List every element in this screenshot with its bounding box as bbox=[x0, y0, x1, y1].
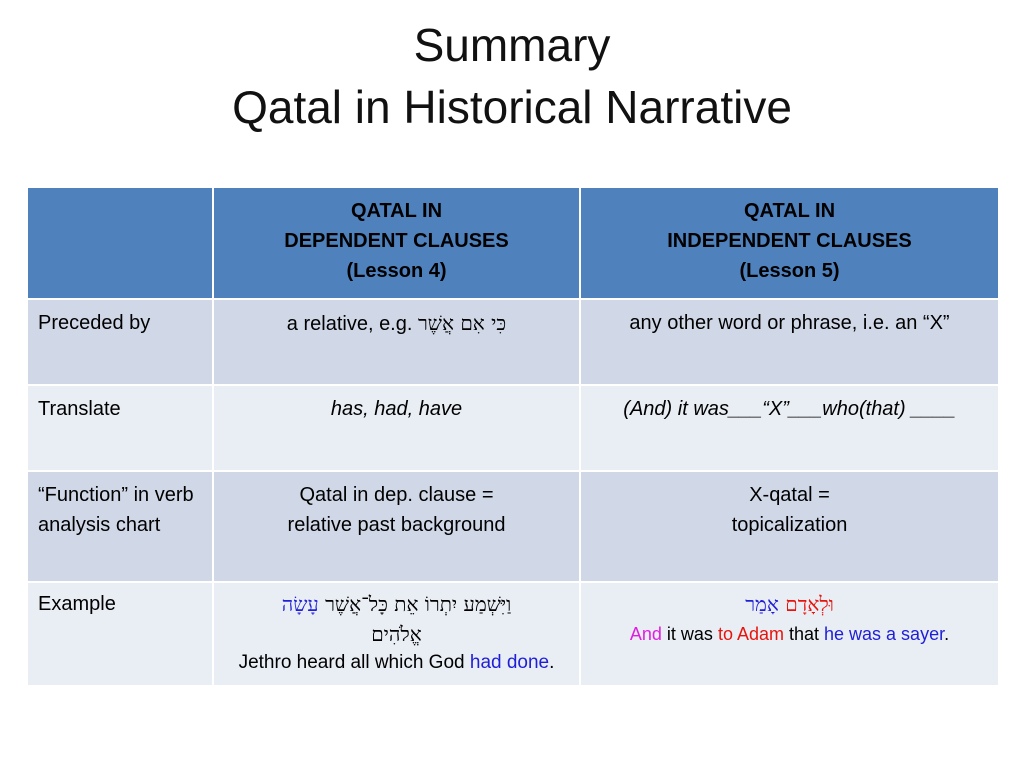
row-label-function: “Function” in verb analysis chart bbox=[27, 471, 213, 582]
example-dep-hebrew-line-2: אֱלֹהִים bbox=[371, 622, 422, 646]
example-dep-hebrew-black: וַיִּשְׁמַע יִתְרוֹ אֵת כָּל־אֲשֶׁר bbox=[325, 592, 512, 616]
example-dep-en-black: Jethro heard all which God bbox=[238, 652, 470, 673]
cell-example-dependent bbox=[213, 582, 580, 686]
example-indep-en-magenta: And bbox=[629, 624, 662, 644]
header-dependent-clauses bbox=[213, 187, 580, 299]
example-indep-english bbox=[591, 619, 988, 649]
cell-translate-dependent bbox=[213, 385, 580, 471]
example-dep-english bbox=[224, 649, 569, 677]
table-row-translate bbox=[27, 385, 999, 471]
header-indep-line-3: (Lesson 5) bbox=[739, 260, 840, 282]
header-dep-line-2: DEPENDENT CLAUSES bbox=[284, 230, 509, 252]
table-row-example bbox=[27, 582, 999, 686]
cell-translate-independent bbox=[580, 385, 999, 471]
function-indep-line-2: topicalization bbox=[731, 514, 848, 536]
header-dep-line-1: QATAL IN bbox=[350, 200, 443, 222]
cell-function-independent bbox=[580, 471, 999, 582]
cell-preceded-independent: any other word or phrase, i.e. an “X” bbox=[580, 299, 999, 385]
header-dep-line-3: (Lesson 4) bbox=[346, 260, 447, 282]
table-row-function bbox=[27, 471, 999, 582]
cell-function-dependent bbox=[213, 471, 580, 582]
row-label-example: Example bbox=[27, 582, 213, 686]
header-indep-line-2: INDEPENDENT CLAUSES bbox=[667, 230, 912, 252]
header-independent-clauses bbox=[580, 187, 999, 299]
example-indep-hebrew bbox=[591, 589, 988, 619]
cell-preceded-dependent bbox=[213, 299, 580, 385]
header-indep-line-1: QATAL IN bbox=[743, 200, 836, 222]
header-row bbox=[27, 187, 999, 299]
translate-dep-text: has, had, have bbox=[330, 398, 463, 420]
example-indep-en-black-2: that bbox=[783, 624, 825, 644]
example-dep-en-blue: had done bbox=[469, 652, 550, 673]
row-label-preceded-by: Preceded by bbox=[27, 299, 213, 385]
example-indep-hebrew-red: וּלְאָדָם bbox=[785, 592, 834, 616]
example-indep-hebrew-blue: אָמַר bbox=[745, 592, 779, 616]
translate-indep-text: (And) it was___“X”___who(that) ____ bbox=[623, 398, 956, 420]
preceded-dep-hebrew: כִּי אִם אֲשֶׁר bbox=[417, 311, 507, 335]
function-dep-line-2: relative past background bbox=[287, 514, 506, 536]
example-dep-en-end: . bbox=[549, 652, 555, 673]
example-indep-en-end: . bbox=[944, 624, 950, 644]
function-indep-line-1: X-qatal = bbox=[749, 484, 830, 506]
preceded-dep-prefix: a relative, e.g. bbox=[286, 313, 418, 335]
example-indep-en-blue: he was a sayer bbox=[824, 624, 945, 644]
title-line-2: Qatal in Historical Narrative bbox=[232, 81, 792, 133]
title-line-1: Summary bbox=[413, 19, 611, 71]
summary-table bbox=[26, 186, 1000, 687]
example-indep-en-red: to Adam bbox=[717, 624, 784, 644]
example-indep-en-black-1: it was bbox=[661, 624, 718, 644]
cell-example-independent bbox=[580, 582, 999, 686]
example-dep-hebrew-blue: עָשָׂה bbox=[281, 592, 319, 616]
header-empty-cell bbox=[27, 187, 213, 299]
example-dep-hebrew-line-1 bbox=[224, 589, 569, 619]
row-label-translate: Translate bbox=[27, 385, 213, 471]
table-row-preceded-by bbox=[27, 299, 999, 385]
function-dep-line-1: Qatal in dep. clause = bbox=[299, 484, 494, 506]
slide-title bbox=[0, 14, 1024, 138]
